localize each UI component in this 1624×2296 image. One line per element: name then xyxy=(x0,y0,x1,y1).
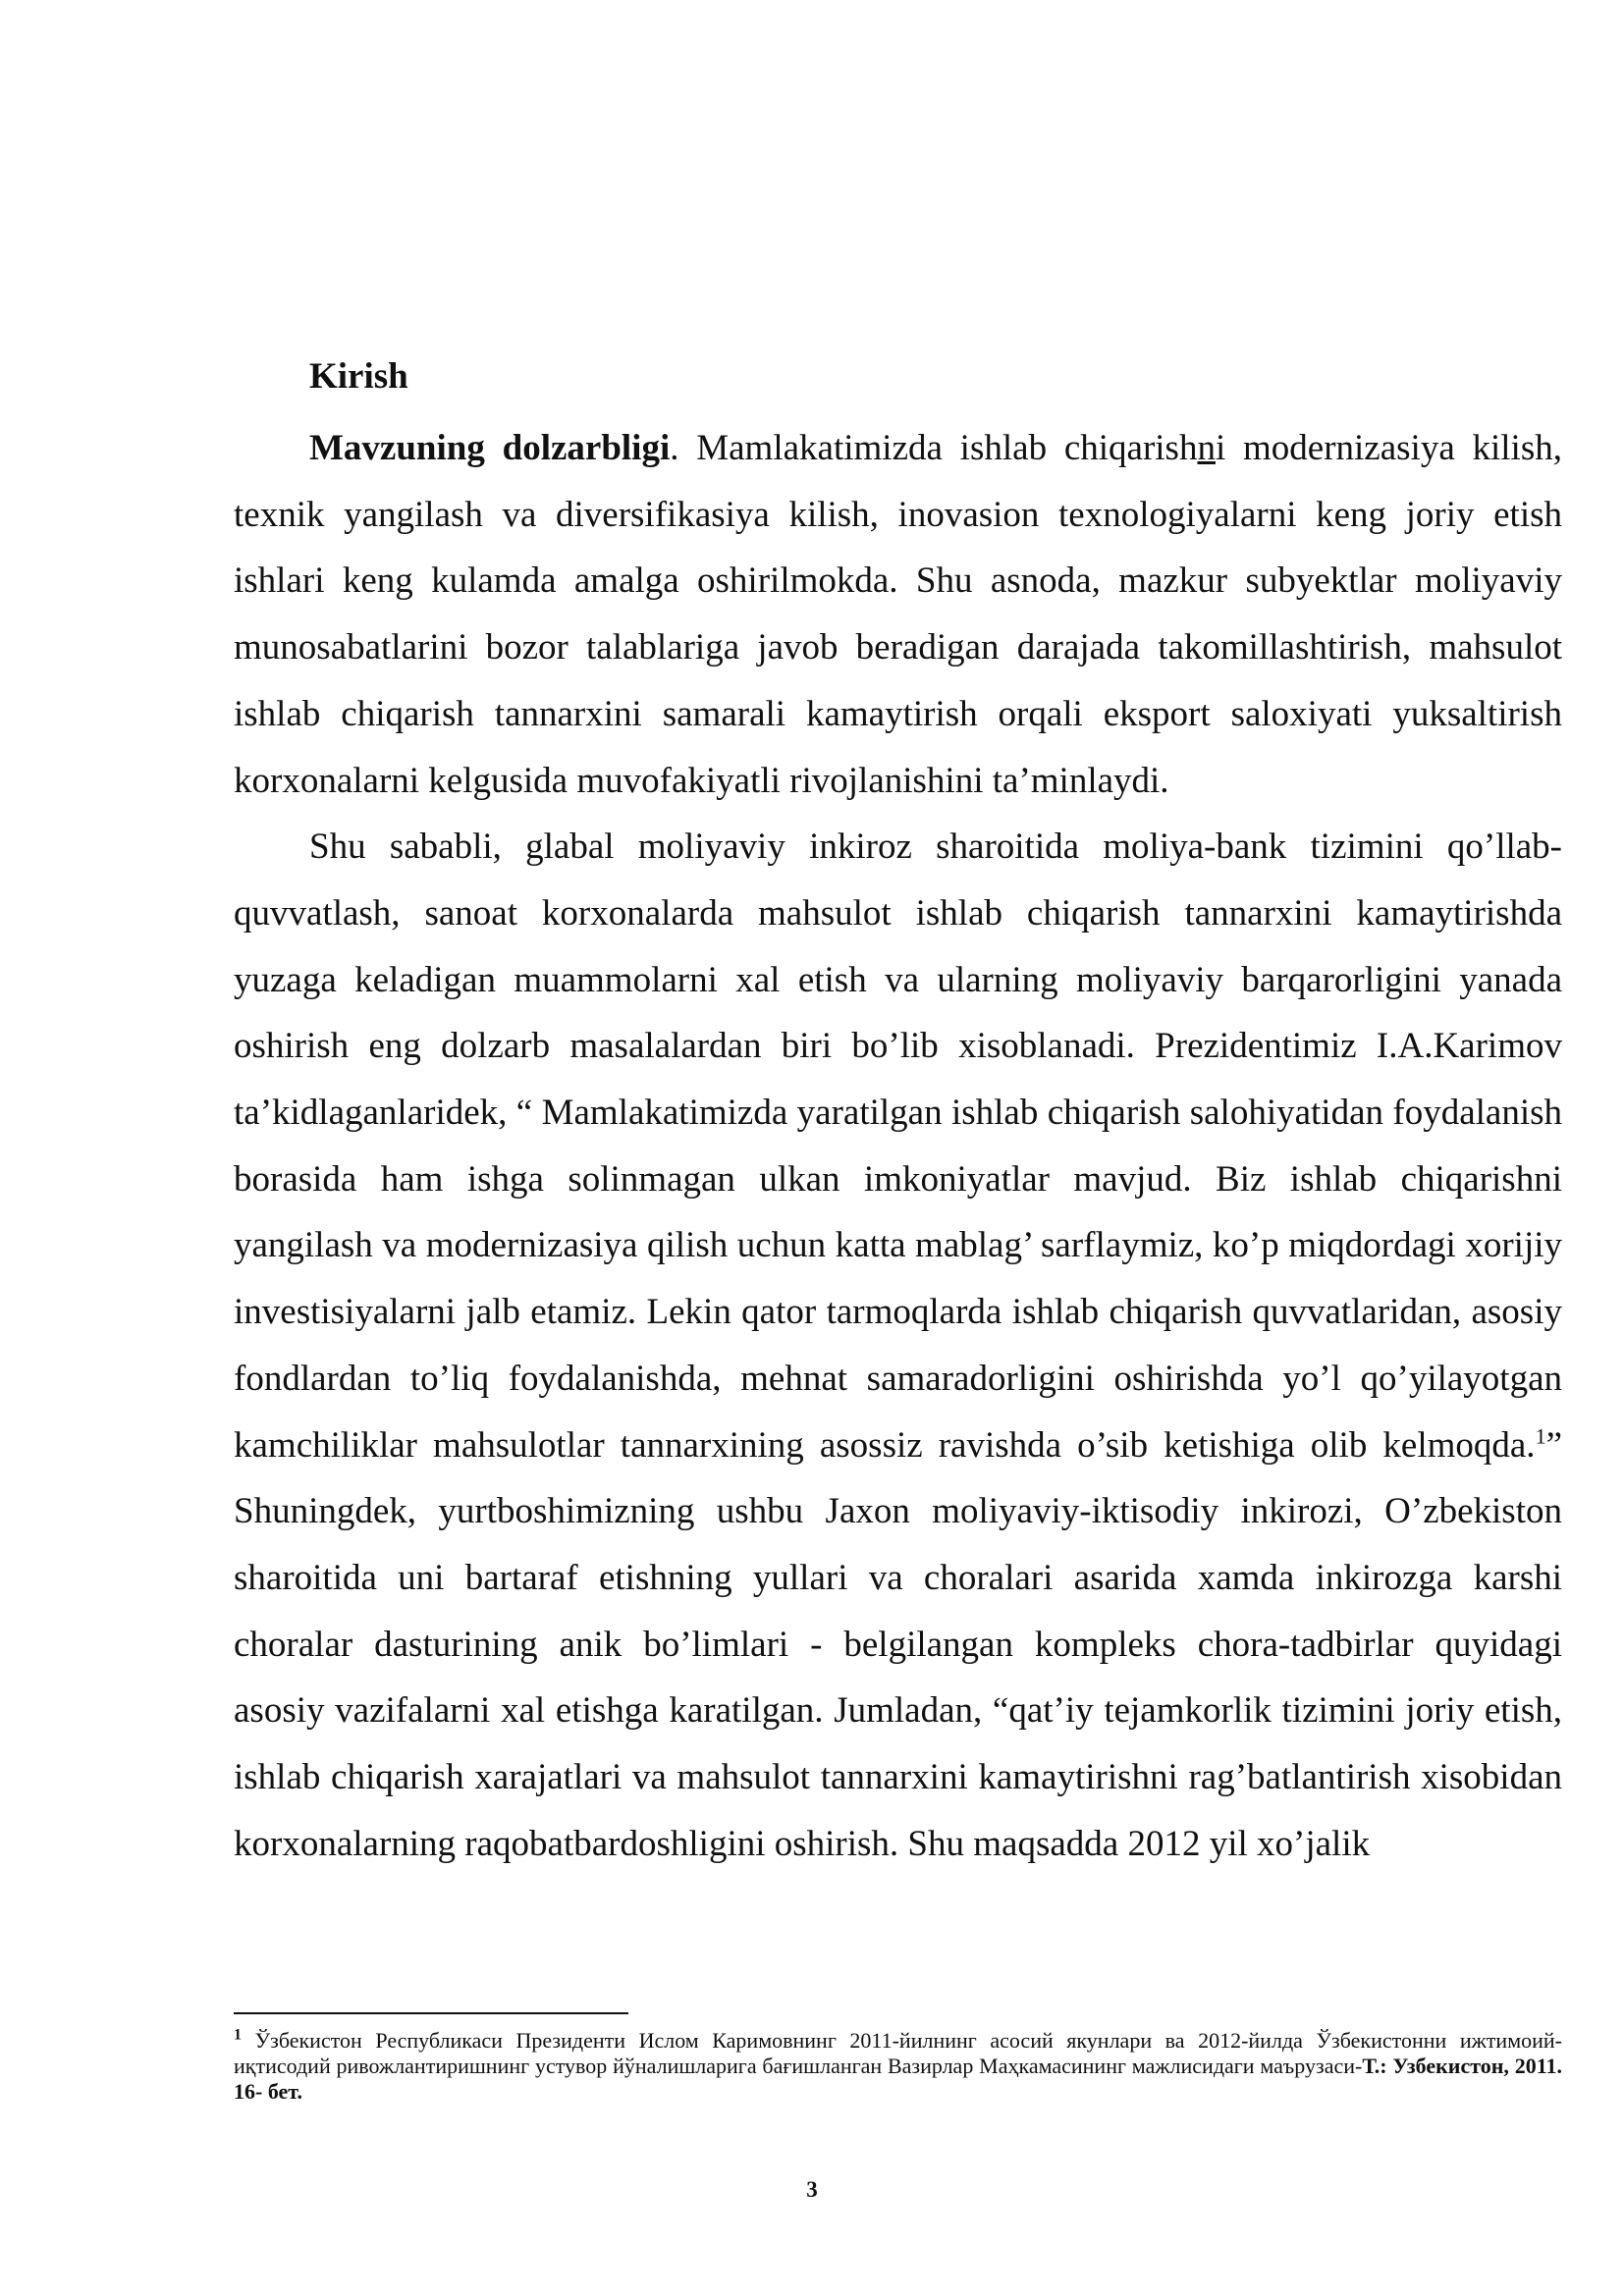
paragraph-text: i modernizasiya kilish, texnik yangilash va diversifikasiya kilish, inovasion texnologiyalarni keng joriy etish ishlari keng kulamda amalga oshirilmokda. Shu asnoda, mazkur subyektlar moliyaviy munosabatlarini bozor talablariga javob beradigan darajada takomillashtirish, mahsulot ishlab chiqarish tannarxini samarali kamaytirish orqali eksport saloxiyati yuksaltirish korxonalarni kelgusida muvofakiyatli rivojlanishini ta’minlaydi. xyxy=(234,428,1562,801)
footnote-divider xyxy=(234,2012,628,2014)
footnote-mark: 1 xyxy=(234,2026,242,2044)
paragraph-text: ” Shuningdek, yurtboshimizning ushbu Jaxon moliyaviy-iktisodiy inkirozi, O’zbekiston sharoitida uni bartaraf etishning yullari va choralari asarida xamda inkirozga karshi choralar dasturining anik bo’limlari - belgilangan kompleks chora-tadbirlar quyidagi asosiy vazifalarni xal etishga karatilgan. Jumladan, “qat’iy tejamkorlik tizimini joriy etish, ishlab chiqarish xarajatlari va mahsulot tannarxini kamaytirishni rag’batlantirish xisobidan korxonalarning raqobatbardoshligini oshirish. Shu maqsadda 2012 yil xo’jalik xyxy=(234,1424,1562,1864)
paragraph-relevance xyxy=(234,415,1562,814)
body-text xyxy=(234,415,1562,1877)
paragraph-text: Shu sababli, glabal moliyaviy inkiroz sharoitida moliya-bank tizimini qo’llab-quvvatlash, sanoat korxonalarda mahsulot ishlab chiqarish tannarxini kamaytirishda yuzaga keladigan muammolarni xal etish va ularning moliyaviy barqarorligini yanada oshirish eng dolzarb masalalardan biri bo’lib xisoblanadi. Prezidentimiz I.A.Karimov ta’kidlaganlaridek, “ Mamlakatimizda yaratilgan ishlab chiqarish salohiyatidan foydalanish borasida ham ishga solinmagan ulkan imkoniyatlar mavjud. Biz ishlab chiqarishni yangilash va modernizasiya qilish uchun katta mablag’ sarflaymiz, ko’p miqdordagi xorijiy investisiyalarni jalb etamiz. Lekin qator tarmoqlarda ishlab chiqarish quvvatlaridan, asosiy fondlardan to’liq foydalanishda, mehnat samaradorligini oshirishda yo’l qo’yilayotgan kamchiliklar mahsulotlar tannarxining asossiz ravishda o’sib ketishiga olib kelmoqda. xyxy=(234,827,1562,1466)
paragraph-lead: Mavzuning dolzarbligi xyxy=(309,428,671,468)
page-number: 3 xyxy=(806,2177,818,2202)
underlined-letter: n xyxy=(1197,428,1216,468)
footnote-text: Ўзбекистон Республикаси Президенти Ислом Каримовнинг 2011-йилнинг асосий якунлари ва 2012-йилда Ўзбекистонни ижтимоий-иқтисодий ривожлантиришнинг устувор йўналишларига бағишланган Вазирлар Маҳкамасининг мажлисидаги маърузаси- xyxy=(234,2028,1562,2078)
paragraph-text: . Mamlakatimizda ishlab chiqarish xyxy=(670,428,1198,468)
footnote-source: Т.: Узбекистон, 2011. 16- бет. xyxy=(234,2054,1562,2104)
footnote-reference[interactable]: 1 xyxy=(1535,1423,1546,1449)
section-heading: Kirish xyxy=(309,356,408,397)
footnote xyxy=(234,2028,1562,2105)
paragraph-quote xyxy=(234,814,1562,1877)
